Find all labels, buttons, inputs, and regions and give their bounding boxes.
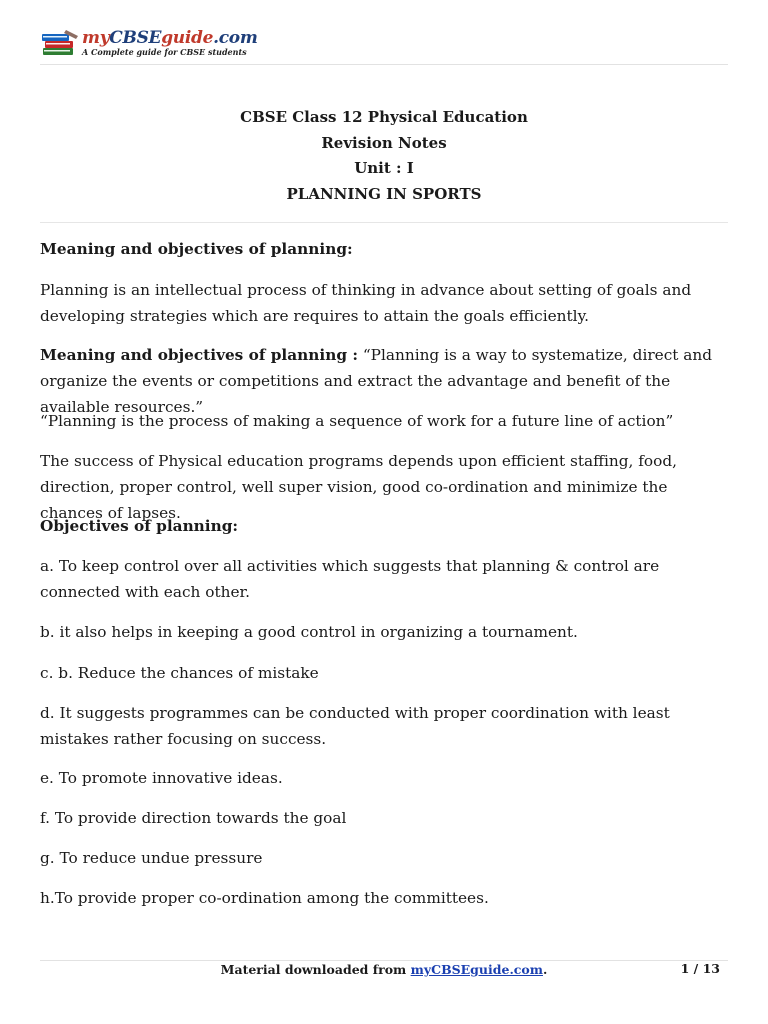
title-line-1: CBSE Class 12 Physical Education: [240, 108, 528, 126]
title-line-3: Unit : I: [354, 159, 414, 177]
objective-item: c. b. Reduce the chances of mistake: [40, 664, 319, 682]
page-number: 1 / 13: [680, 961, 720, 976]
paragraph-meaning-text: “Planning is a way to systematize, direct and organize the events or competitions and extract the advantage and benefit of the available resources.”: [40, 346, 713, 416]
footer-site-link[interactable]: myCBSEguide.com: [410, 962, 543, 977]
page-footer: [0, 962, 768, 977]
section-heading-meaning: Meaning and objectives of planning:: [40, 240, 353, 258]
objective-item: b. it also helps in keeping a good control in organizing a tournament.: [40, 623, 578, 641]
brand-tagline: A Complete guide for CBSE students: [82, 47, 247, 57]
title-line-2: Revision Notes: [321, 133, 447, 152]
site-logo[interactable]: [40, 26, 258, 60]
books-stack-icon: [40, 26, 80, 60]
footer-divider: [40, 960, 728, 961]
paragraph-definition: Planning is an intellectual process of thinking in advance about setting of goals and developing strategies which are requires to attain the goals efficiently.: [40, 281, 692, 325]
objective-item: f. To provide direction towards the goal: [40, 809, 347, 827]
title-divider: [40, 222, 728, 223]
page-header: [40, 22, 728, 65]
objective-item: g. To reduce undue pressure: [40, 849, 263, 867]
objective-item: a. To keep control over all activities which suggests that planning & control are connected with each other.: [40, 557, 660, 601]
brand-name: myCBSEguide.com: [82, 28, 258, 48]
paragraph-meaning-label: Meaning and objectives of planning :: [40, 346, 358, 364]
objective-item: h.To provide proper co-ordination among the committees.: [40, 889, 489, 907]
title-line-4: PLANNING IN SPORTS: [286, 184, 482, 203]
section-heading-objectives: Objectives of planning:: [40, 517, 239, 535]
objective-item: d. It suggests programmes can be conducted with proper coordination with least mistakes rather focusing on success.: [40, 704, 670, 748]
footer-suffix: .: [542, 962, 548, 977]
footer-prefix: Material downloaded from: [220, 962, 411, 977]
document-title: [40, 105, 728, 207]
paragraph-success: The success of Physical education programs depends upon efficient staffing, food, direction, proper control, well super vision, good co-ordination and minimize the chances of lapses.: [40, 452, 678, 522]
paragraph-quote: “Planning is the process of making a sequence of work for a future line of action”: [40, 412, 674, 430]
objective-item: e. To promote innovative ideas.: [40, 769, 283, 787]
